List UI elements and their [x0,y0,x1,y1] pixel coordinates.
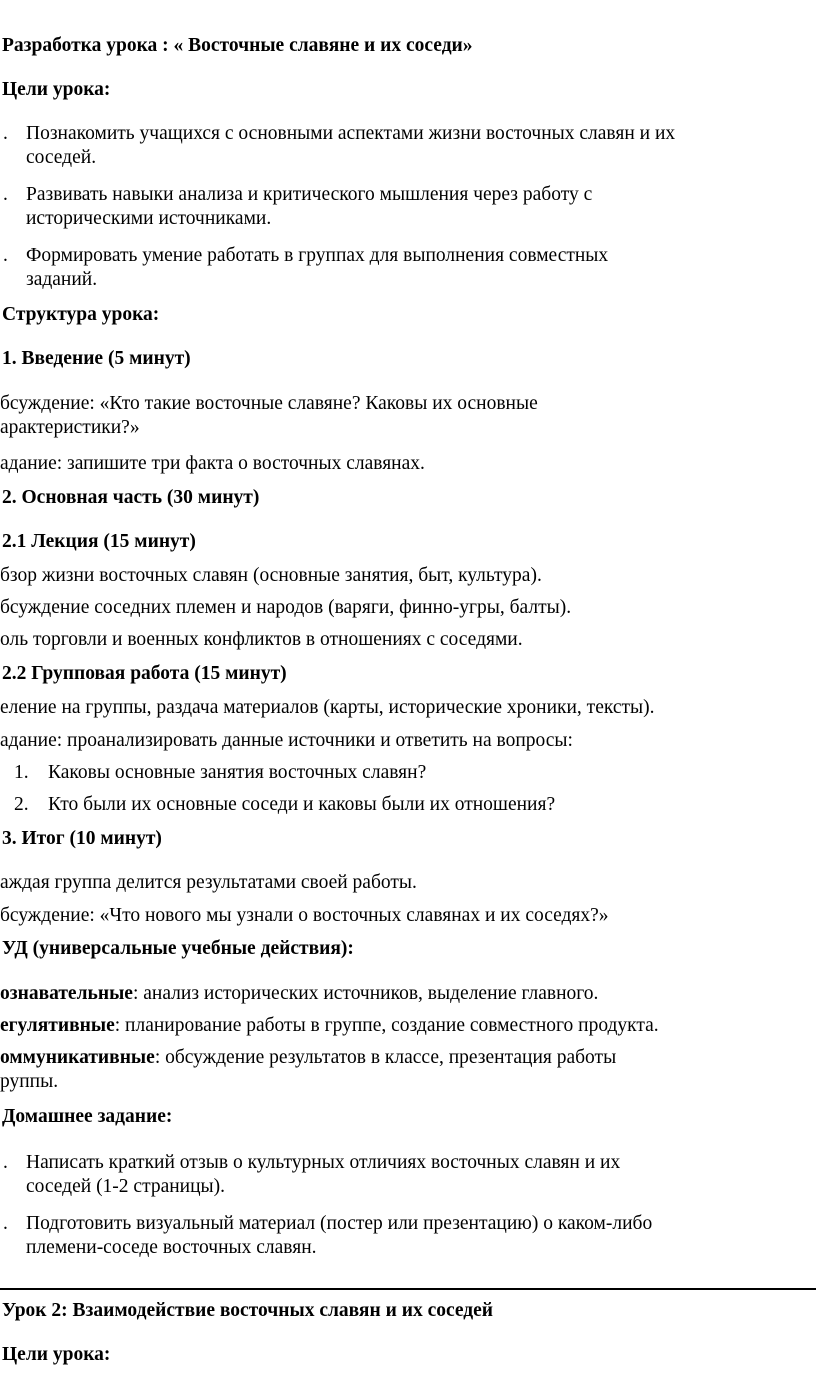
lesson2-goals-heading: Цели урока: [2,1344,111,1365]
lesson1-title: Разработка урока : « Восточные славяне и их соседи» [2,35,473,56]
intro-discussion-line2: арактеристики?» [0,417,140,438]
homework-1-line1: Написать краткий отзыв о культурных отличиях восточных славян и их [26,1152,621,1173]
uud-term-cognitive: ознавательные [0,983,133,1004]
goal-1-marker: . [3,123,8,144]
question-2-number: 2. [14,794,29,815]
lecture-heading: 2.1 Лекция (15 минут) [2,531,196,552]
uud-item-communicative [0,1046,616,1070]
summary-heading: 3. Итог (10 минут) [2,828,162,849]
main-heading: 2. Основная часть (30 минут) [2,487,260,508]
uud-item-regulatory [0,1014,659,1038]
homework-2-line2: племени-соседе восточных славян. [26,1237,317,1258]
homework-1-line2: соседей (1-2 страницы). [26,1176,226,1197]
homework-2-marker: . [3,1213,8,1234]
group-work-heading: 2.2 Групповая работа (15 минут) [2,663,287,684]
uud-heading: УД (универсальные учебные действия): [2,938,354,959]
intro-heading: 1. Введение (5 минут) [2,348,191,369]
summary-item-2: бсуждение: «Что нового мы узнали о восточных славянах и их соседях?» [0,905,609,926]
uud-term-regulatory: егулятивные [0,1015,115,1036]
intro-discussion-line1: бсуждение: «Кто такие восточные славяне? Каковы их основные [0,393,538,414]
lecture-item-2: бсуждение соседних племен и народов (варяги, финно-угры, балты). [0,597,572,618]
goal-1-line2: соседей. [26,147,97,168]
lesson1-goals-heading: Цели урока: [2,79,111,100]
homework-heading: Домашнее задание: [2,1106,173,1127]
group-item-2: адание: проанализировать данные источники и ответить на вопросы: [0,730,573,751]
uud-text-regulatory: : планирование работы в группе, создание совместного продукта. [114,1015,659,1036]
question-1-text: Каковы основные занятия восточных славян? [48,762,427,783]
homework-2-line1: Подготовить визуальный материал (постер или презентацию) о каком-либо [26,1213,653,1234]
goal-1-line1: Познакомить учащихся с основными аспектами жизни восточных славян и их [26,123,676,144]
uud-text-communicative: : обсуждение результатов в классе, презентация работы [154,1047,617,1068]
question-2-text: Кто были их основные соседи и каковы были их отношения? [48,794,556,815]
goal-2-line1: Развивать навыки анализа и критического мышления через работу с [26,184,593,205]
summary-item-1: аждая группа делится результатами своей работы. [0,872,417,893]
goal-3-line1: Формировать умение работать в группах для выполнения совместных [26,245,609,266]
structure-heading: Структура урока: [2,304,160,325]
lecture-item-3: оль торговли и военных конфликтов в отношениях с соседями. [0,629,523,650]
lecture-item-1: бзор жизни восточных славян (основные занятия, быт, культура). [0,565,542,586]
uud-term-communicative: оммуникативные [0,1047,155,1068]
question-1-number: 1. [14,762,29,783]
homework-1-marker: . [3,1152,8,1173]
group-item-1: еление на группы, раздача материалов (карты, исторические хроники, тексты). [0,697,655,718]
goal-2-marker: . [3,184,8,205]
uud-text-cognitive: : анализ исторических источников, выделение главного. [132,983,599,1004]
goal-3-line2: заданий. [26,269,98,290]
uud-item-cognitive [0,982,598,1006]
goal-2-line2: историческими источниками. [26,208,272,229]
uud-communicative-line2: руппы. [0,1071,59,1092]
lesson2-title: Урок 2: Взаимодействие восточных славян и их соседей [2,1300,494,1321]
section-divider [0,1288,816,1290]
goal-3-marker: . [3,245,8,266]
intro-task: адание: запишите три факта о восточных славянах. [0,453,425,474]
